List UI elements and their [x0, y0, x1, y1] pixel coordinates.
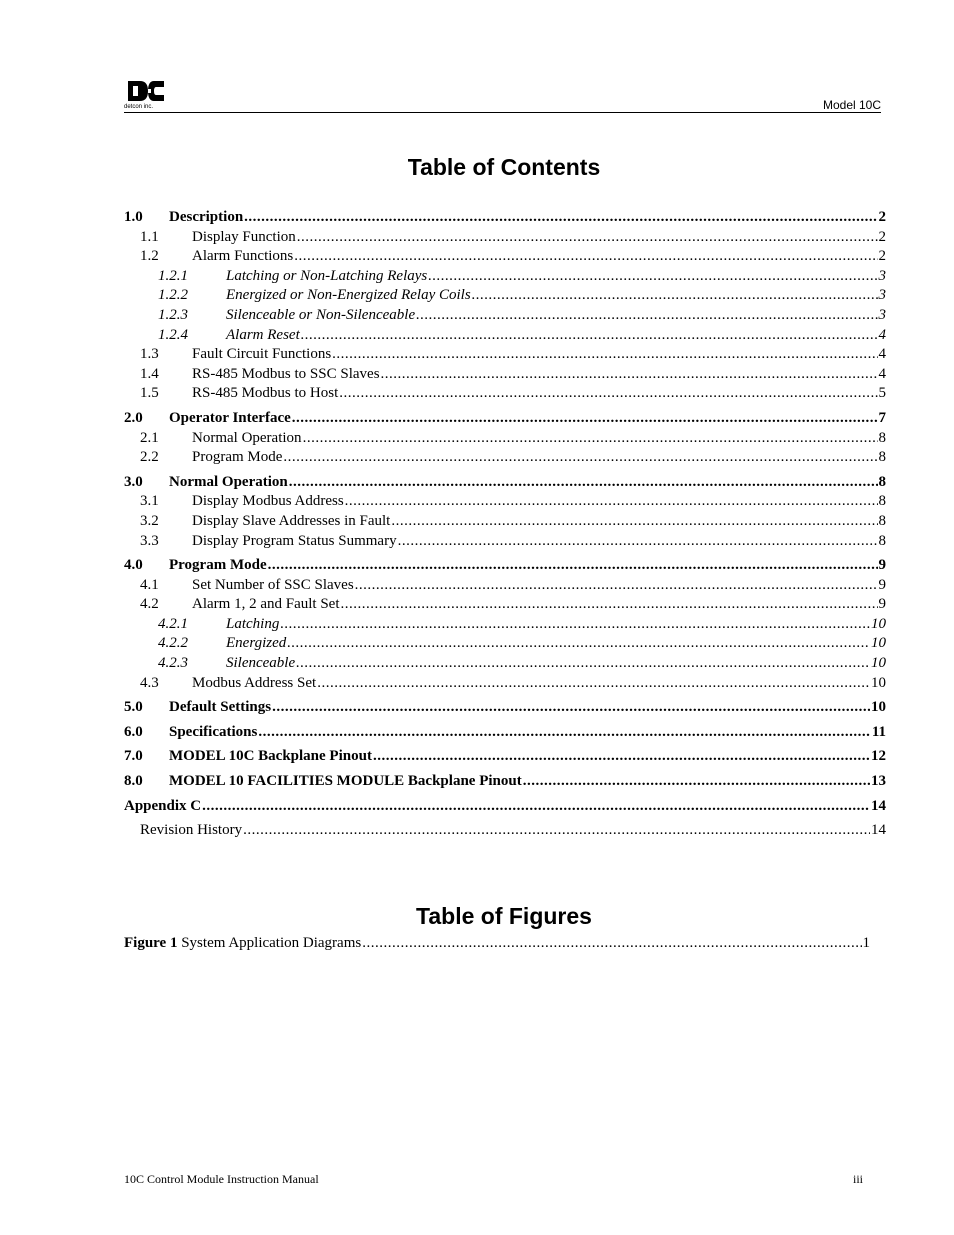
toc-entry[interactable]: 1.2 Alarm Functions ..... 2: [124, 247, 886, 267]
toc-entry[interactable]: 1.4 RS-485 Modbus to SSC Slaves ..... 4: [124, 365, 886, 385]
figure-entry[interactable]: [124, 934, 870, 954]
toc-entry[interactable]: 4.0 Program Mode ..... 9: [124, 556, 886, 576]
header-rule: [124, 112, 881, 113]
toc-entry[interactable]: 3.0 Normal Operation ..... 8: [124, 473, 886, 493]
logo-text: detcon inc.: [124, 104, 154, 110]
toc-entry[interactable]: 1.3 Fault Circuit Functions ..... 4: [124, 345, 886, 365]
toc-entry[interactable]: 4.3 Modbus Address Set ..... 10: [124, 674, 886, 694]
toc-entry[interactable]: 4.2.2 Energized ..... 10: [124, 634, 886, 654]
toc-entry[interactable]: 2.2 Program Mode ..... 8: [124, 448, 886, 468]
figure-label: Figure 1: [124, 935, 178, 951]
toc-entry[interactable]: 3.2 Display Slave Addresses in Fault ..... 8: [124, 512, 886, 532]
toc-entry[interactable]: 1.2.4 Alarm Reset ..... 4: [124, 326, 886, 346]
toc-entry[interactable]: 5.0 Default Settings ..... 10: [124, 698, 886, 718]
toc-entry[interactable]: 1.5 RS-485 Modbus to Host ..... 5: [124, 384, 886, 404]
detcon-logo-mark: [124, 79, 170, 103]
toc-entry[interactable]: 6.0 Specifications ..... 11: [124, 723, 886, 743]
figures-list: [124, 934, 870, 954]
toc-entry[interactable]: 3.1 Display Modbus Address ..... 8: [124, 492, 886, 512]
toc-entry[interactable]: 8.0 MODEL 10 FACILITIES MODULE Backplane Pinout ..... 13: [124, 772, 886, 792]
toc-entry[interactable]: Appendix C ..... 14: [124, 797, 886, 817]
figure-page: 1: [862, 935, 870, 951]
toc-list: [124, 208, 886, 841]
toc-entry[interactable]: 1.0 Description ..... 2: [124, 208, 886, 228]
toc-title: Table of Contents: [407, 154, 601, 180]
footer-page-number: iii: [853, 1172, 864, 1186]
footer-manual-title: 10C Control Module Instruction Manual: [124, 1172, 319, 1186]
toc-entry[interactable]: 7.0 MODEL 10C Backplane Pinout ..... 12: [124, 747, 886, 767]
toc-entry[interactable]: Revision History ..... 14: [124, 821, 886, 841]
toc-entry[interactable]: 1.1 Display Function ..... 2: [124, 228, 886, 248]
toc-entry[interactable]: 2.0 Operator Interface ..... 7: [124, 409, 886, 429]
header-model: Model 10C: [822, 98, 881, 112]
toc-entry[interactable]: 4.2.1 Latching ..... 10: [124, 615, 886, 635]
toc-entry[interactable]: 4.2 Alarm 1, 2 and Fault Set ..... 9: [124, 595, 886, 615]
toc-entry[interactable]: 4.1 Set Number of SSC Slaves ..... 9: [124, 576, 886, 596]
toc-entry[interactable]: 4.2.3 Silenceable ..... 10: [124, 654, 886, 674]
figure-title: System Application Diagrams: [177, 935, 362, 951]
figures-title: Table of Figures: [416, 903, 592, 929]
toc-entry[interactable]: 2.1 Normal Operation ..... 8: [124, 429, 886, 449]
toc-entry[interactable]: 1.2.1 Latching or Non-Latching Relays ..... 3: [124, 267, 886, 287]
detcon-logo: [124, 79, 170, 113]
toc-entry[interactable]: 1.2.2 Energized or Non-Energized Relay Coils ..... 3: [124, 286, 886, 306]
toc-entry[interactable]: 1.2.3 Silenceable or Non-Silenceable ..... 3: [124, 306, 886, 326]
toc-entry[interactable]: 3.3 Display Program Status Summary ..... 8: [124, 532, 886, 552]
